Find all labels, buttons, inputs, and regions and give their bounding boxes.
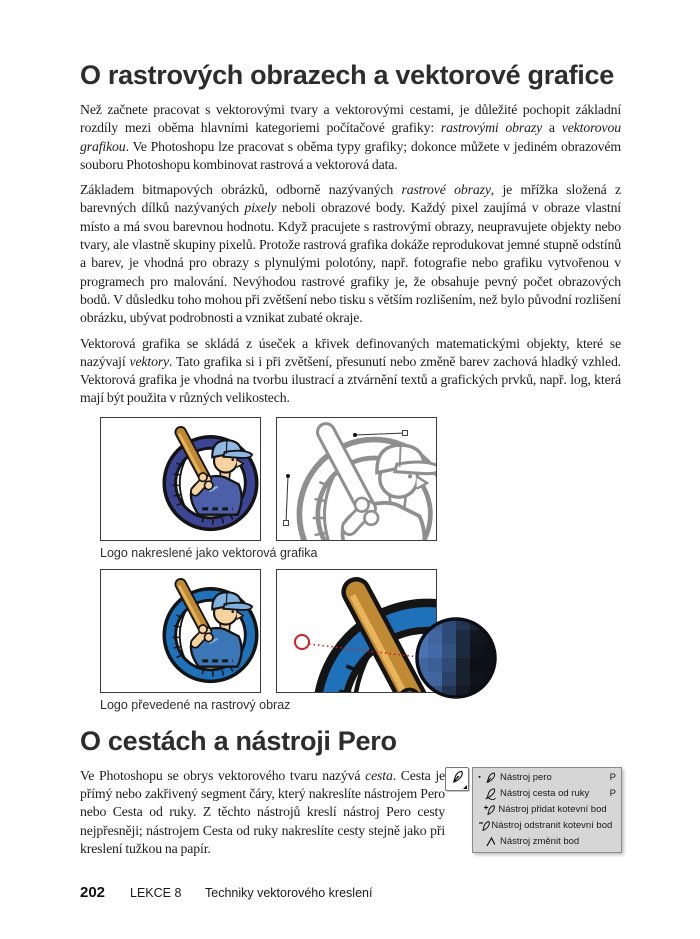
page-footer [80, 884, 621, 902]
section-heading-raster-vector: O rastrových obrazech a vektorové grafice [80, 60, 614, 90]
pen-tool-flyout-menu [472, 767, 622, 853]
paragraph-intro: Než začnete pracovat s vektorovými tvary a vektorovými cestami, je důležité pochopit základní rozdíly mezi oběma hlavními kategoriemi počítačové grafiky: rastrovými obrazy a vektorovou grafikou. Ve Photoshopu lze pracovat s oběma typy grafiky; dokonce můžete v jediném obrazovém souboru Photoshopu kombinovat rastrová a vektorová data. [80, 102, 621, 172]
pen-icon [484, 771, 500, 784]
flyout-corner-triangle [463, 785, 467, 789]
figure-raster-logo [80, 569, 621, 693]
menu-item-add-anchor-point-tool[interactable]: Nástroj přidat kotevní bod [473, 802, 621, 818]
paragraph-raster: Základem bitmapových obrázků, odborně nazývaných rastrové obrazy, je mřížka složená z barevných dílků nazývaných pixely neboli obrazové body. Každý pixel zaujímá v obraze vlastní místo a má svou barevnou hodnotu. Když pracujete s rastrovými obrazy, neupravujete objekty nebo tvary, ale vlastně skupiny pixelů. Protože rastrová grafika dokáže reprodukovat jemné stupně odstínů a barev, je vhodná pro obrazy s plynulými polotóny, např. fotografie nebo grafiku vytvořenou v programech pro malování. Nevýhodou rastrové grafiky je, že obsahuje pevný počet obrazových bodů. V důsledku toho mohou při zvětšení nebo tisku s větším rozlišením, než bylo původní rozlišení obrázku, ubývat podrobnosti a vznikat zubaté okraje. [80, 182, 621, 326]
figure-vector-logo [80, 417, 621, 541]
figure-caption-vector: Logo nakreslené jako vektorová grafika [100, 545, 318, 560]
magnifier-source-circle [295, 635, 309, 649]
paragraph-vector: Vektorová grafika se skládá z úseček a křivek definovaných matematickými objekty, které se nazývají vektory. Tato grafika si i při zvětšení, přesunutí nebo změně barev zachová hladký vzhled. Vektorová grafika je vhodná na tvorbu ilustrací a ztvárnění textů a grafických prvků, např. log, která mají být použita v různých velikostech. [80, 335, 621, 406]
pixel-ball [415, 617, 497, 699]
freeform-pen-icon [484, 787, 500, 800]
bezier-handle-left [284, 474, 291, 526]
section-heading-pen-tool: O cestách a nástroji Pero [80, 725, 397, 756]
chapter-title: Techniky vektorového kreslení [205, 886, 373, 900]
raster-logo-zoom-image [276, 569, 437, 693]
vector-logo-color-image [100, 417, 261, 541]
menu-item-convert-point-tool[interactable]: Nástroj změnit bod [473, 834, 621, 850]
text-column [80, 60, 621, 858]
paragraph-pen: Ve Photoshopu se obrys vektorového tvaru nazývá cesta. Cesta je přímý nebo zakřivený segment čáry, který nakreslíte nástrojem Pero nebo Cesta od ruky. Z těchto nástrojů kreslí nástroj Pero cesty nejpřesněji; nástrojem Cesta od ruky nakreslíte cesty stejně jako při kreslení tužkou na papír. [80, 767, 445, 856]
delete-anchor-point-icon [478, 819, 491, 832]
page-number: 202 [80, 884, 106, 901]
add-anchor-point-icon [483, 803, 498, 816]
menu-item-delete-anchor-point-tool[interactable]: Nástroj odstranit kotevní bod [473, 818, 621, 834]
pen-tool-button[interactable] [445, 767, 469, 791]
menu-item-freeform-pen-tool[interactable]: Nástroj cesta od ruky P [473, 786, 621, 802]
vector-logo-outline-image [276, 417, 437, 541]
convert-point-icon [484, 835, 500, 848]
selected-indicator: ▪ [478, 774, 481, 782]
pen-section-row [80, 767, 621, 858]
lesson-label: LEKCE 8 [130, 886, 182, 900]
bezier-handle-top [353, 430, 408, 437]
raster-logo-color-image [100, 569, 261, 693]
figure-caption-raster: Logo převedené na rastrový obraz [100, 697, 291, 712]
menu-item-pen-tool[interactable]: ▪ Nástroj pero P [473, 770, 621, 786]
pen-tool-flyout-panel [445, 767, 621, 857]
